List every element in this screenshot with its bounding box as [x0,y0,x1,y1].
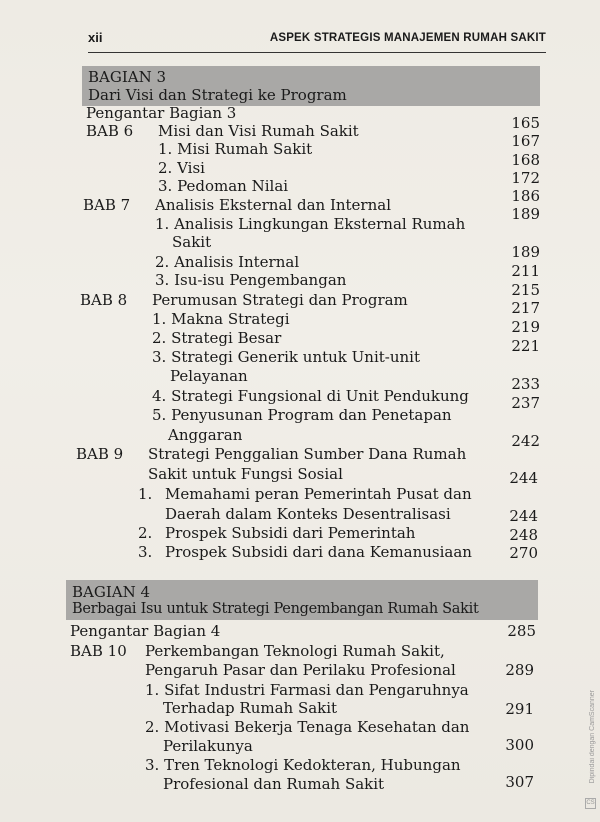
running-title: ASPEK STRATEGIS MANAJEMEN RUMAH SAKIT [269,32,546,44]
bab8-item-1-page: 219 [511,318,540,336]
bab8-item-3-cont: Pelayanan [170,367,248,385]
bab9-title: Strategi Penggalian Sumber Dana Rumah [148,445,467,463]
bab9-item-1-page: 244 [509,507,538,525]
scanner-badge: CS [585,798,596,809]
part3-intro-page: 165 [511,114,540,132]
bab6-title: Misi dan Visi Rumah Sakit [158,122,359,140]
bab10-title: Perkembangan Teknologi Rumah Sakit, [145,642,445,660]
bab7-item-2: 2. Analisis Internal [155,253,300,271]
bab10-item-2-page: 300 [505,736,534,754]
bab7-num: BAB 7 [83,196,131,214]
bab7-item-2-page: 211 [511,262,540,280]
bab10-item-1-page: 291 [505,700,534,718]
bab8-item-3-page: 233 [511,375,540,393]
bab8-item-5-cont: Anggaran [168,426,243,444]
bab7-item-1-cont: Sakit [172,233,212,251]
bab8-num: BAB 8 [80,291,128,309]
bab10-item-2: 2. Motivasi Bekerja Tenaga Kesehatan dan [145,718,470,736]
bab8-item-4: 4. Strategi Fungsional di Unit Pendukung [152,387,469,405]
bab7-item-1-page: 189 [511,243,540,261]
bab8-page: 217 [511,299,540,317]
bab10-title-cont: Pengaruh Pasar dan Perilaku Profesional [145,661,456,679]
bab10-num: BAB 10 [70,642,127,660]
bab8-item-4-page: 237 [511,394,540,412]
part4-title: Berbagai Isu untuk Strategi Pengembangan Rumah Sakit [72,601,479,617]
bab8-item-5: 5. Penyusunan Program dan Penetapan [152,406,452,424]
bab7-title: Analisis Eksternal dan Internal [155,196,392,214]
bab6-item-1-page: 168 [511,151,540,169]
part4-intro-page: 285 [507,622,536,640]
bab6-num: BAB 6 [86,122,134,140]
bab10-page: 289 [505,661,534,679]
bab9-item-3-num: 3. [138,543,153,561]
bab10-item-3: 3. Tren Teknologi Kedokteran, Hubungan [145,756,461,774]
bab6-item-3-page: 186 [511,187,540,205]
bab9-item-1-num: 1. [138,485,153,503]
part3-title: Dari Visi dan Strategi ke Program [88,86,347,104]
bab6-item-1: 1. Misi Rumah Sakit [158,140,313,158]
page-number: xii [88,30,103,45]
bab8-item-2: 2. Strategi Besar [152,329,282,347]
bab7-item-3-page: 215 [511,281,540,299]
bab9-item-3: Prospek Subsidi dari dana Kemanusiaan [165,543,472,561]
bab9-item-1: Memahami peran Pemerintah Pusat dan [165,485,472,503]
scanner-watermark: Dipindai dengan CamScanner [589,690,596,784]
bab8-item-2-page: 221 [511,337,540,355]
running-header [88,26,546,53]
bab6-item-3: 3. Pedoman Nilai [158,177,289,195]
bab8-item-1: 1. Makna Strategi [152,310,290,328]
bab10-item-3-page: 307 [505,773,534,791]
bab9-item-1-cont: Daerah dalam Konteks Desentralisasi [165,505,451,523]
part4-band [66,580,538,620]
bab9-item-2-page: 248 [509,526,538,544]
bab9-item-2-num: 2. [138,524,153,542]
bab9-num: BAB 9 [76,445,124,463]
bab10-item-1: 1. Sifat Industri Farmasi dan Pengaruhnya [145,681,469,699]
bab7-item-1: 1. Analisis Lingkungan Eksternal Rumah [155,215,466,233]
bab7-item-3: 3. Isu-isu Pengembangan [155,271,347,289]
bab9-item-2: Prospek Subsidi dari Pemerintah [165,524,416,542]
part4-label: BAGIAN 4 [72,583,151,601]
part3-label: BAGIAN 3 [88,68,167,86]
bab6-item-2-page: 172 [511,169,540,187]
bab6-item-2: 2. Visi [158,159,205,177]
bab6-page: 167 [511,132,540,150]
bab7-page: 189 [511,205,540,223]
bab8-title: Perumusan Strategi dan Program [152,291,408,309]
bab9-title-cont: Sakit untuk Fungsi Sosial [148,465,343,483]
bab8-item-5-page: 242 [511,432,540,450]
bab9-item-3-page: 270 [509,544,538,562]
bab10-item-3-cont: Profesional dan Rumah Sakit [163,775,385,793]
bab10-item-1-cont: Terhadap Rumah Sakit [163,699,338,717]
part4-intro: Pengantar Bagian 4 [70,622,221,640]
part3-band [82,66,540,106]
bab8-item-3: 3. Strategi Generik untuk Unit-unit [152,348,421,366]
bab10-item-2-cont: Perilakunya [163,737,253,755]
part3-intro: Pengantar Bagian 3 [86,104,237,122]
bab9-page: 244 [509,469,538,487]
